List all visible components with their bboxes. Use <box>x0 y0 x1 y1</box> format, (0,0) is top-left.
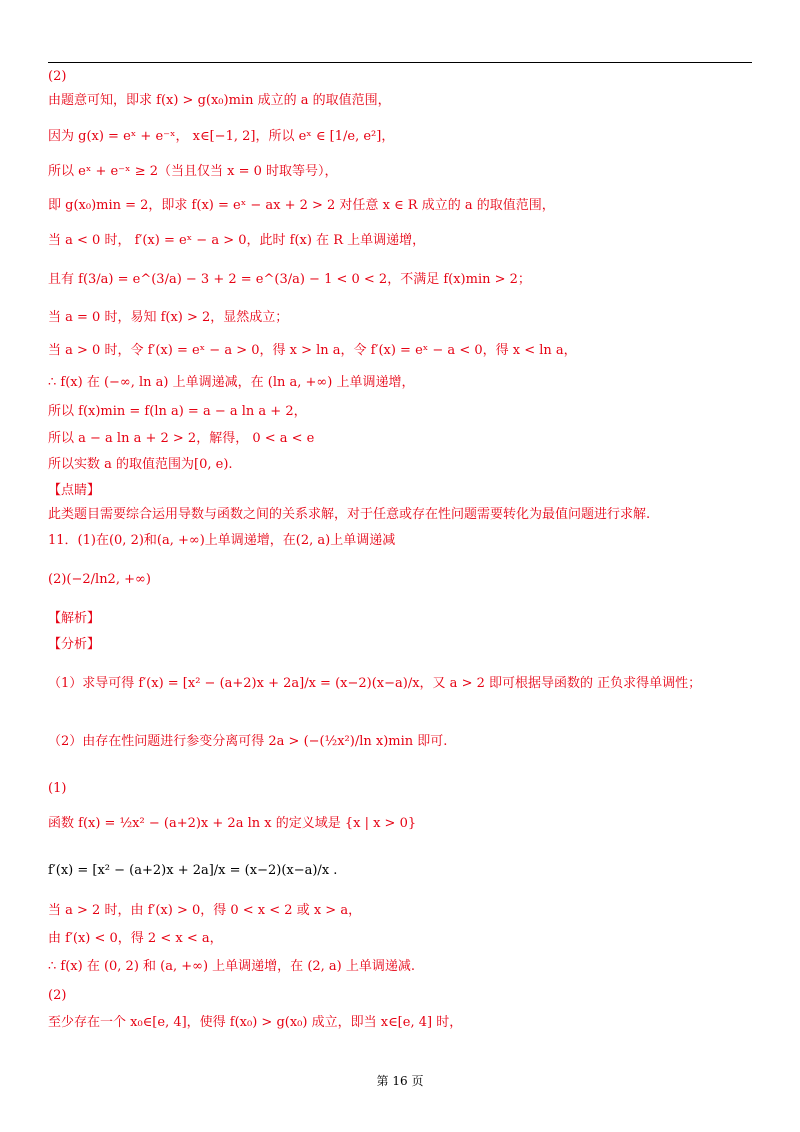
section-heading: 【点睛】 <box>48 483 101 498</box>
text-line: (1) <box>48 781 67 796</box>
text-line: (2) <box>48 988 67 1003</box>
page-number: 第 16 页 <box>376 1074 424 1088</box>
text-line: 当 a < 0 时， f′(x) = eˣ − a > 0，此时 f(x) 在 R 上单调递增， <box>48 233 426 248</box>
text-line: 当 a > 2 时，由 f′(x) > 0，得 0 < x < 2 或 x > a， <box>48 903 362 918</box>
text-line: 所以 a − a ln a + 2 > 2，解得， 0 < a < e <box>48 431 315 446</box>
text-line: 所以 eˣ + e⁻ˣ ≥ 2（当且仅当 x = 0 时取等号）， <box>48 164 338 179</box>
answer-line: (2)(−2/ln2, +∞) <box>48 572 151 587</box>
header-rule <box>48 62 752 63</box>
text-line: ∴ f(x) 在 (−∞, ln a) 上单调递减，在 (ln a, +∞) 上单调递增， <box>48 375 415 390</box>
text-line: 此类题目需要综合运用导数与函数之间的关系求解，对于任意或存在性问题需要转化为最值问题进行求解. <box>48 507 651 522</box>
section-heading: 【解析】 <box>48 611 101 626</box>
text-line: ∴ f(x) 在 (0, 2) 和 (a, +∞) 上单调递增，在 (2, a) 上单调递减. <box>48 959 416 974</box>
text-line: （1）求导可得 f′(x) = [x² − (a+2)x + 2a]/x = (x−2)(x−a)/x，又 a > 2 即可根据导函数的 正负求得单调性； <box>48 676 702 691</box>
text-line: 因为 g(x) = eˣ + e⁻ˣ， x∈[−1, 2]，所以 eˣ ∈ [1/e, e²]， <box>48 129 395 144</box>
text-line: （2）由存在性问题进行参变分离可得 2a > (−(½x²)/ln x)min 即可. <box>48 734 448 749</box>
text-line: 即 g(x₀)min = 2，即求 f(x) = eˣ − ax + 2 > 2 对任意 x ∈ R 成立的 a 的取值范围， <box>48 198 555 213</box>
answer-line: 11．(1)在(0, 2)和(a, +∞)上单调递增，在(2, a)上单调递减 <box>48 533 396 548</box>
text-line: 至少存在一个 x₀∈[e, 4]，使得 f(x₀) > g(x₀) 成立，即当 x∈[e, 4] 时， <box>48 1015 463 1030</box>
text-line: 所以 f(x)min = f(ln a) = a − a ln a + 2， <box>48 404 307 419</box>
text-line: (2) <box>48 69 67 84</box>
text-line: 由 f′(x) < 0，得 2 < x < a， <box>48 931 223 946</box>
text-line: 当 a > 0 时，令 f′(x) = eˣ − a > 0，得 x > ln a，令 f′(x) = eˣ − a < 0，得 x < ln a， <box>48 343 577 358</box>
text-line: 当 a = 0 时，易知 f(x) > 2，显然成立； <box>48 310 289 325</box>
text-line: 且有 f(3/a) = e^(3/a) − 3 + 2 = e^(3/a) − 1 < 0 < 2，不满足 f(x)min > 2； <box>48 272 531 287</box>
text-line: 由题意可知，即求 f(x) > g(x₀)min 成立的 a 的取值范围， <box>48 93 391 108</box>
section-heading: 【分析】 <box>48 637 101 652</box>
text-line: 函数 f(x) = ½x² − (a+2)x + 2a ln x 的定义域是 {x | x > 0} <box>48 816 417 831</box>
text-line: 所以实数 a 的取值范围为[0, e). <box>48 457 233 472</box>
formula-line: f′(x) = [x² − (a+2)x + 2a]/x = (x−2)(x−a)/x . <box>48 863 338 878</box>
